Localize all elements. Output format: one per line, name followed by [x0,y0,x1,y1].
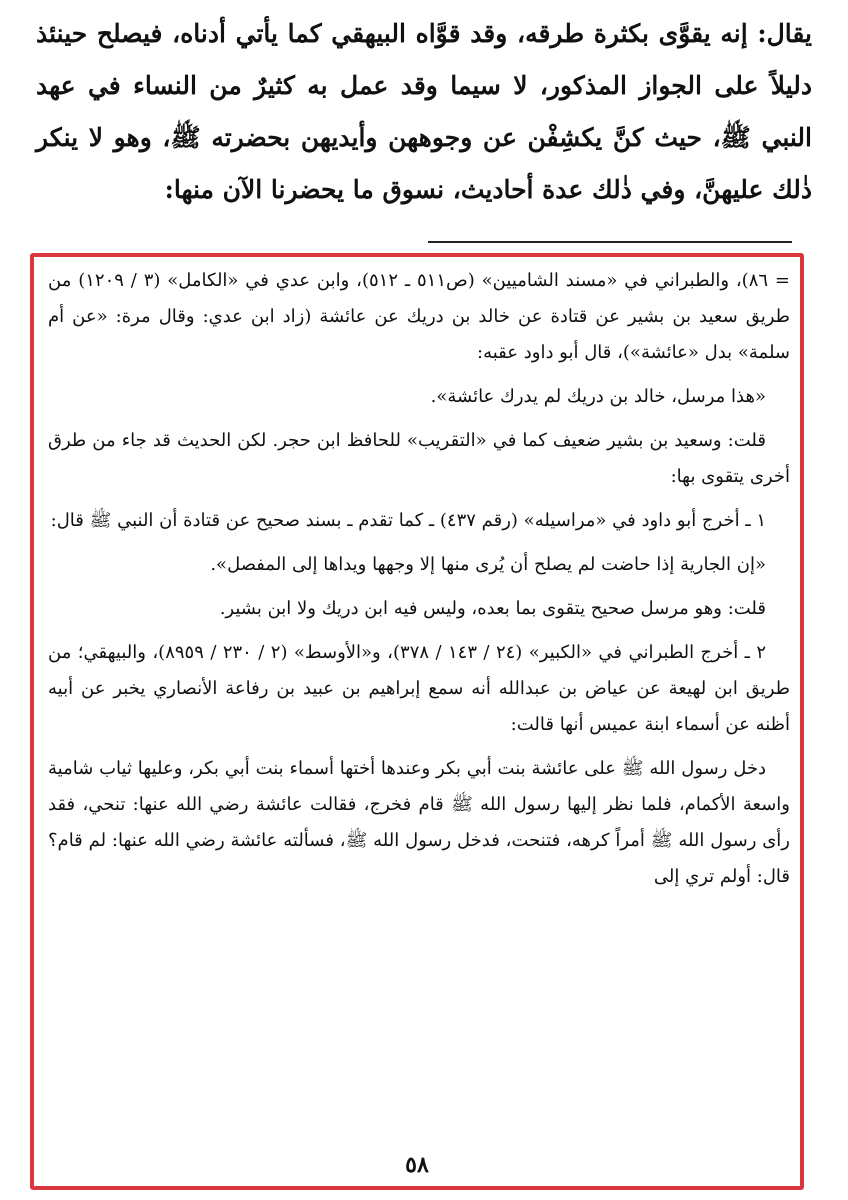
footnote-paragraph-7: ٢ ـ أخرج الطبراني في «الكبير» (٢٤ / ١٤٣ / ٣٧٨)، و«الأوسط» (٢ / ٢٣٠ / ٨٩٥٩)، والبيهقي؛ من طريق ابن لهيعة عن عياض بن عبدالله أنه سمع إبراهيم بن عبيد بن رفاعة الأنصاري يخبر عن أبيه أظنه عن أسماء ابنة عميس أنها قالت: [48,642,790,735]
footnote-paragraph-3: قلت: وسعيد بن بشير ضعيف كما في «التقريب» للحافظ ابن حجر. لكن الحديث قد جاء من طرق أخرى يتقوى بها: [48,430,790,487]
footnote-paragraph-4: ١ ـ أخرج أبو داود في «مراسيله» (رقم ٤٣٧) ـ كما تقدم ـ بسند صحيح عن قتادة أن النبي ﷺ قال: [50,510,766,531]
footnote-paragraph-1: = ٨٦)، والطبراني في «مسند الشاميين» (ص٥١١ ـ ٥١٢)، وابن عدي في «الكامل» (٣ / ١٢٠٩) من طريق سعيد بن بشير عن قتادة عن خالد بن دريك عن عائشة (زاد ابن عدي: وقال مرة: «عن أم سلمة» بدل «عائشة»)، قال أبو داود عقبه: [48,270,790,363]
highlighted-footnote-box [30,253,804,1190]
footnote-divider [428,241,792,243]
footnote-paragraph-8: دخل رسول الله ﷺ على عائشة بنت أبي بكر وعندها أختها أسماء بنت أبي بكر، وعليها ثياب شامية واسعة الأكمام، فلما نظر إليها رسول الله ﷺ قام فخرج، فقالت عائشة رضي الله عنها: تنحي، فقد رأى رسول الله ﷺ أمراً كرهه، فتنحت، فدخل رسول الله ﷺ، فسألته عائشة رضي الله عنها: لم قام؟ قال: أولم تري إلى [48,758,790,887]
footnote-text-block [48,263,790,903]
page-number: ٥٨ [405,1152,429,1178]
footnote-paragraph-5: «إن الجارية إذا حاضت لم يصلح أن يُرى منها إلا وجهها ويداها إلى المفصل». [210,554,766,575]
main-text-block [36,8,812,216]
footnote-paragraph-2: «هذا مرسل، خالد بن دريك لم يدرك عائشة». [430,386,766,407]
footnote-paragraph-6: قلت: وهو مرسل صحيح يتقوى بما بعده، وليس فيه ابن دريك ولا ابن بشير. [219,598,766,619]
main-paragraph: يقال: إنه يقوَّى بكثرة طرقه، وقد قوَّاه البيهقي كما يأتي أدناه، فيصلح حينئذ دليلاً على الجواز المذكور، لا سيما وقد عمل به كثيرٌ من النساء في عهد النبي ﷺ، حيث كنَّ يكشِفْن عن وجوههن وأيديهن بحضرته ﷺ، وهو لا ينكر ذٰلك عليهنَّ، وفي ذٰلك عدة أحاديث، نسوق ما يحضرنا الآن منها: [36,19,812,204]
